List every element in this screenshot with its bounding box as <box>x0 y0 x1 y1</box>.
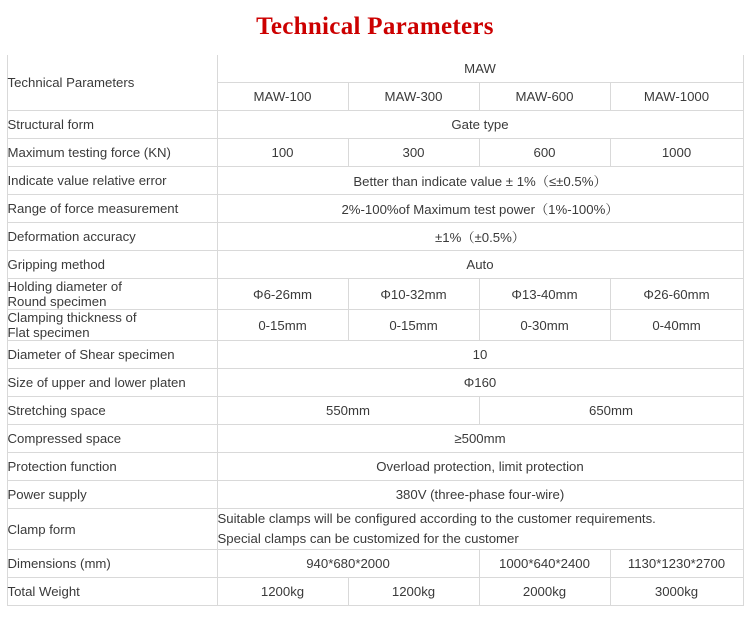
row-label: Power supply <box>7 481 217 509</box>
table-cell: 1130*1230*2700 <box>610 550 743 578</box>
table-row <box>7 397 743 425</box>
table-row <box>7 578 743 606</box>
row-label: Dimensions (mm) <box>7 550 217 578</box>
table-cell: Φ160 <box>217 369 743 397</box>
page-title: Technical Parameters <box>256 13 494 40</box>
table-cell: 1000*640*2400 <box>479 550 610 578</box>
table-header-row-series <box>7 55 743 83</box>
table-body <box>7 55 743 606</box>
table-cell: 600 <box>479 139 610 167</box>
table-row <box>7 111 743 139</box>
table-cell: 1200kg <box>348 578 479 606</box>
table-row <box>7 550 743 578</box>
table-row <box>7 195 743 223</box>
model-header-4: MAW-1000 <box>610 83 743 111</box>
table-cell: 1200kg <box>217 578 348 606</box>
table-cell: 3000kg <box>610 578 743 606</box>
table-cell: Better than indicate value ± 1%（≤±0.5%） <box>217 167 743 195</box>
table-cell: 940*680*2000 <box>217 550 479 578</box>
row-label: Diameter of Shear specimen <box>7 341 217 369</box>
table-cell: 100 <box>217 139 348 167</box>
row-label: Indicate value relative error <box>7 167 217 195</box>
table-row <box>7 223 743 251</box>
model-header-2: MAW-300 <box>348 83 479 111</box>
row-label-header: Technical Parameters <box>7 55 217 111</box>
row-label: Clamping thickness of Flat specimen <box>7 310 217 341</box>
row-label: Stretching space <box>7 397 217 425</box>
table-cell: Overload protection, limit protection <box>217 453 743 481</box>
table-cell: 10 <box>217 341 743 369</box>
table-cell: Φ13-40mm <box>479 279 610 310</box>
model-header-3: MAW-600 <box>479 83 610 111</box>
table-cell: 2000kg <box>479 578 610 606</box>
table-cell: 0-40mm <box>610 310 743 341</box>
table-row <box>7 453 743 481</box>
row-label: Range of force measurement <box>7 195 217 223</box>
table-cell: Suitable clamps will be configured according to the customer requirements. Special clamps can be customized for the customer <box>217 509 743 550</box>
table-cell: Φ6-26mm <box>217 279 348 310</box>
table-cell: 0-15mm <box>348 310 479 341</box>
table-cell: 300 <box>348 139 479 167</box>
table-cell: ≥500mm <box>217 425 743 453</box>
table-row <box>7 310 743 341</box>
table-row <box>7 167 743 195</box>
table-cell: 0-15mm <box>217 310 348 341</box>
table-row <box>7 509 743 550</box>
row-label: Holding diameter of Round specimen <box>7 279 217 310</box>
series-header: MAW <box>217 55 743 83</box>
table-cell: 380V (three-phase four-wire) <box>217 481 743 509</box>
table-cell: 550mm <box>217 397 479 425</box>
table-row <box>7 369 743 397</box>
table-row <box>7 139 743 167</box>
row-label: Clamp form <box>7 509 217 550</box>
row-label: Maximum testing force (KN) <box>7 139 217 167</box>
model-header-1: MAW-100 <box>217 83 348 111</box>
row-label: Protection function <box>7 453 217 481</box>
table-cell: Auto <box>217 251 743 279</box>
table-cell: 1000 <box>610 139 743 167</box>
table-row <box>7 279 743 310</box>
row-label: Compressed space <box>7 425 217 453</box>
row-label: Gripping method <box>7 251 217 279</box>
table-cell: 2%-100%of Maximum test power（1%-100%） <box>217 195 743 223</box>
row-label: Total Weight <box>7 578 217 606</box>
table-cell: 0-30mm <box>479 310 610 341</box>
row-label: Deformation accuracy <box>7 223 217 251</box>
table-cell: Φ10-32mm <box>348 279 479 310</box>
technical-parameters-table <box>7 55 744 606</box>
table-row <box>7 251 743 279</box>
table-cell: Φ26-60mm <box>610 279 743 310</box>
table-cell: 650mm <box>479 397 743 425</box>
table-row <box>7 341 743 369</box>
table-row <box>7 481 743 509</box>
table-row <box>7 425 743 453</box>
table-cell: ±1%（±0.5%） <box>217 223 743 251</box>
row-label: Structural form <box>7 111 217 139</box>
row-label: Size of upper and lower platen <box>7 369 217 397</box>
table-cell: Gate type <box>217 111 743 139</box>
